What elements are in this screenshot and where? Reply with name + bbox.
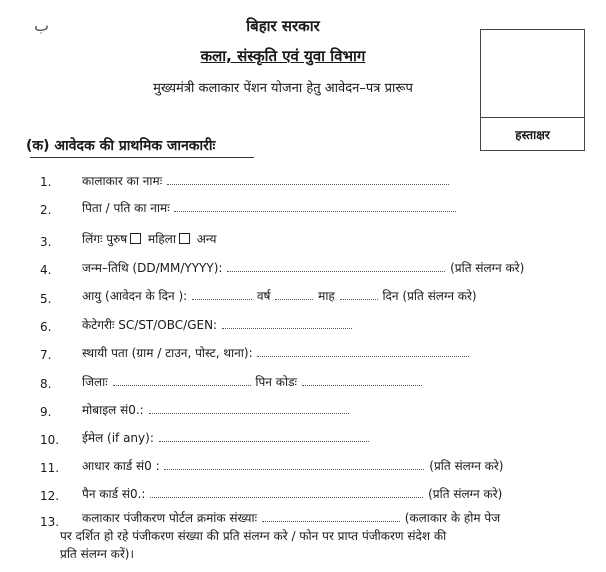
item-number: 2.: [40, 203, 52, 217]
district-row: [82, 373, 423, 390]
registration-label: कलाकार पंजीकरण पोर्टल क्रमांक संख्याः: [82, 511, 258, 525]
form-title: मुख्यमंत्री कलाकार पेंशन योजना हेतु आवेदन–पत्र प्रारूप: [153, 81, 413, 96]
section-underline: [30, 157, 254, 158]
corner-mark: ب: [34, 16, 50, 35]
dob-row: [82, 259, 524, 276]
registration-paragraph: [60, 509, 582, 563]
photo-divider: [481, 117, 584, 118]
aadhaar-field[interactable]: [164, 460, 424, 470]
pan-field[interactable]: [150, 488, 423, 498]
age-years-field[interactable]: [192, 290, 252, 300]
registration-line-3: प्रति संलग्न करें)।: [60, 547, 135, 561]
item-number: 4.: [40, 263, 52, 277]
age-years-unit: वर्ष: [256, 289, 271, 303]
artist-name-field[interactable]: [167, 175, 449, 185]
gender-male-checkbox[interactable]: [130, 233, 141, 244]
age-months-unit: माह: [318, 289, 335, 303]
item-number: 13.: [40, 515, 60, 529]
artist-name-label: कालाकार का नामः: [82, 174, 163, 188]
age-months-field[interactable]: [275, 290, 313, 300]
gender-female-checkbox[interactable]: [179, 233, 190, 244]
category-field[interactable]: [222, 319, 352, 329]
pan-attach-note: (प्रति संलग्न करे): [428, 487, 503, 501]
item-number: 8.: [40, 377, 52, 391]
aadhaar-attach-note: (प्रति संलग्न करे): [429, 459, 504, 473]
category-row: [82, 316, 353, 333]
mobile-label: मोबाइल सं0.:: [82, 403, 144, 417]
aadhaar-label: आधार कार्ड सं0 :: [82, 459, 160, 473]
age-row: [82, 287, 477, 304]
item-number: 12.: [40, 489, 60, 503]
dob-label: जन्म–तिथि (DD/MM/YYYY):: [82, 261, 223, 275]
pan-label: पैन कार्ड सं0.:: [82, 487, 146, 501]
pincode-label: पिन कोडः: [255, 375, 297, 389]
address-label: स्थायी पता (ग्राम / टाउन, पोस्ट, थाना):: [82, 346, 253, 360]
section-title: (क) आवेदक की प्राथमिक जानकारीः: [26, 138, 216, 154]
email-row: [82, 429, 370, 446]
item-number: 7.: [40, 348, 52, 362]
item-number: 11.: [40, 461, 60, 475]
mobile-field[interactable]: [149, 404, 349, 414]
item-number: 3.: [40, 235, 52, 249]
age-days-unit: दिन: [382, 289, 399, 303]
signature-label: हस्ताक्षर: [515, 128, 550, 142]
email-field[interactable]: [159, 432, 369, 442]
parent-name-field[interactable]: [174, 202, 456, 212]
gender-female-label: महिला: [148, 232, 176, 246]
dob-attach-note: (प्रति संलग्न करे): [450, 261, 525, 275]
address-row: [82, 344, 470, 361]
mobile-row: [82, 401, 350, 418]
gender-other-label: अन्य: [196, 232, 217, 246]
item-number: 1.: [40, 175, 52, 189]
photo-box: [480, 29, 585, 151]
age-days-field[interactable]: [340, 290, 378, 300]
registration-field[interactable]: [262, 512, 400, 522]
pan-row: [82, 485, 502, 502]
address-field[interactable]: [257, 347, 469, 357]
aadhaar-row: [82, 457, 503, 474]
parent-name-label: पिता / पति का नामः: [82, 201, 170, 215]
district-label: जिलाः: [82, 375, 108, 389]
government-heading: बिहार सरकार: [246, 17, 320, 35]
gender-label: लिंगः: [82, 232, 103, 246]
registration-note: (कलाकार के होम पेज: [404, 511, 501, 525]
age-attach-note: (प्रति संलग्न करे): [402, 289, 477, 303]
email-label: ईमेल (if any):: [82, 431, 154, 445]
item-number: 6.: [40, 320, 52, 334]
artist-name-row: [82, 172, 450, 189]
gender-row: [82, 230, 216, 247]
department-heading: कला, संस्कृति एवं युवा विभाग: [200, 47, 366, 65]
item-number: 9.: [40, 405, 52, 419]
registration-line-2: पर दर्शित हो रहे पंजीकरण संख्या की प्रति संलग्न करे / फोन पर प्राप्त पंजीकरण संदेश की: [60, 529, 447, 543]
pincode-field[interactable]: [302, 376, 422, 386]
district-field[interactable]: [113, 376, 251, 386]
age-label: आयु (आवेदन के दिन ):: [82, 289, 188, 303]
category-label: केटेगरीः SC/ST/OBC/GEN:: [82, 318, 218, 332]
parent-name-row: [82, 199, 457, 216]
dob-field[interactable]: [227, 262, 445, 272]
item-number: 10.: [40, 433, 60, 447]
item-number: 5.: [40, 292, 52, 306]
gender-male-label: पुरुष: [106, 232, 128, 246]
